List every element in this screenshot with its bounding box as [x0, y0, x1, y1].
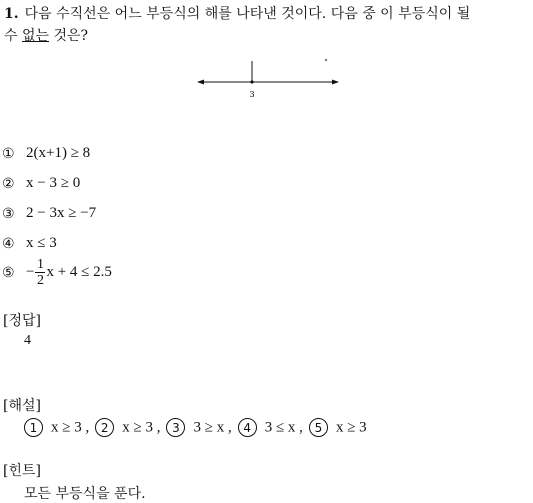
choice-4-expr: x ≤ 3 [26, 235, 57, 251]
number-line-right-arrow [332, 80, 339, 85]
solution-item-4-expr: 3 ≤ x , [264, 419, 303, 436]
choice-3[interactable] [2, 205, 96, 222]
solution-item-5 [309, 418, 367, 437]
choice-1-expr: 2(x+1) ≥ 8 [26, 145, 91, 161]
choice-5-suffix: x + 4 ≤ 2.5 [46, 264, 112, 280]
choice-2-expr: x − 3 ≥ 0 [26, 175, 81, 191]
solution-item-4-num: 4 [238, 418, 257, 437]
solution-item-3-expr: 3 ≥ x , [193, 419, 232, 436]
choice-5-frac-den: 2 [36, 273, 44, 288]
choice-3-expr: 2 − 3x ≥ −7 [26, 205, 97, 221]
number-line-point [250, 80, 253, 83]
number-line-label: 3 [249, 90, 255, 99]
choice-5-fraction [35, 257, 45, 288]
solution-item-4 [238, 418, 303, 437]
solution-item-1-num: 1 [24, 418, 43, 437]
choice-5[interactable] [2, 257, 112, 288]
solution-item-1 [24, 418, 89, 437]
choice-3-marker: ③ [2, 205, 15, 222]
choice-4[interactable] [2, 235, 57, 252]
hint-label: [힌트] [3, 463, 41, 479]
choice-5-prefix: − [26, 264, 35, 280]
number-line-figure [0, 0, 533, 120]
solution-item-2-num: 2 [95, 418, 114, 437]
solution-item-5-expr: x ≥ 3 [335, 419, 367, 436]
solution-item-2-expr: x ≥ 3 , [122, 419, 161, 436]
hint-text: 모든 부등식을 푼다. [24, 486, 146, 502]
answer-value: 4 [24, 333, 31, 348]
solution-item-1-expr: x ≥ 3 , [51, 419, 90, 436]
number-line-dot [325, 59, 327, 61]
choice-2[interactable] [2, 175, 80, 192]
choice-1-marker: ① [2, 145, 15, 162]
question-number: 1. [4, 6, 19, 22]
number-line-left-arrow [197, 80, 204, 85]
choice-2-marker: ② [2, 175, 15, 192]
question-line2-b: 것은? [49, 28, 89, 44]
choice-5-marker: ⑤ [2, 264, 15, 281]
solution-item-3 [166, 418, 231, 437]
solution-label: [해설] [3, 398, 41, 414]
question-line1: 다음 수직선은 어느 부등식의 해를 나타낸 것이다. 다음 중 이 부등식이 될 [24, 6, 471, 22]
solution-item-3-num: 3 [166, 418, 185, 437]
answer-label: [정답] [3, 313, 41, 329]
question-emphasis: 없는 [21, 28, 50, 44]
question-line2-a: 수 [4, 28, 22, 44]
choice-5-frac-num: 1 [36, 257, 44, 272]
solution-item-5-num: 5 [309, 418, 328, 437]
solution-body [24, 418, 373, 437]
choice-4-marker: ④ [2, 235, 15, 252]
solution-item-2 [95, 418, 160, 437]
choice-1[interactable] [2, 145, 90, 162]
